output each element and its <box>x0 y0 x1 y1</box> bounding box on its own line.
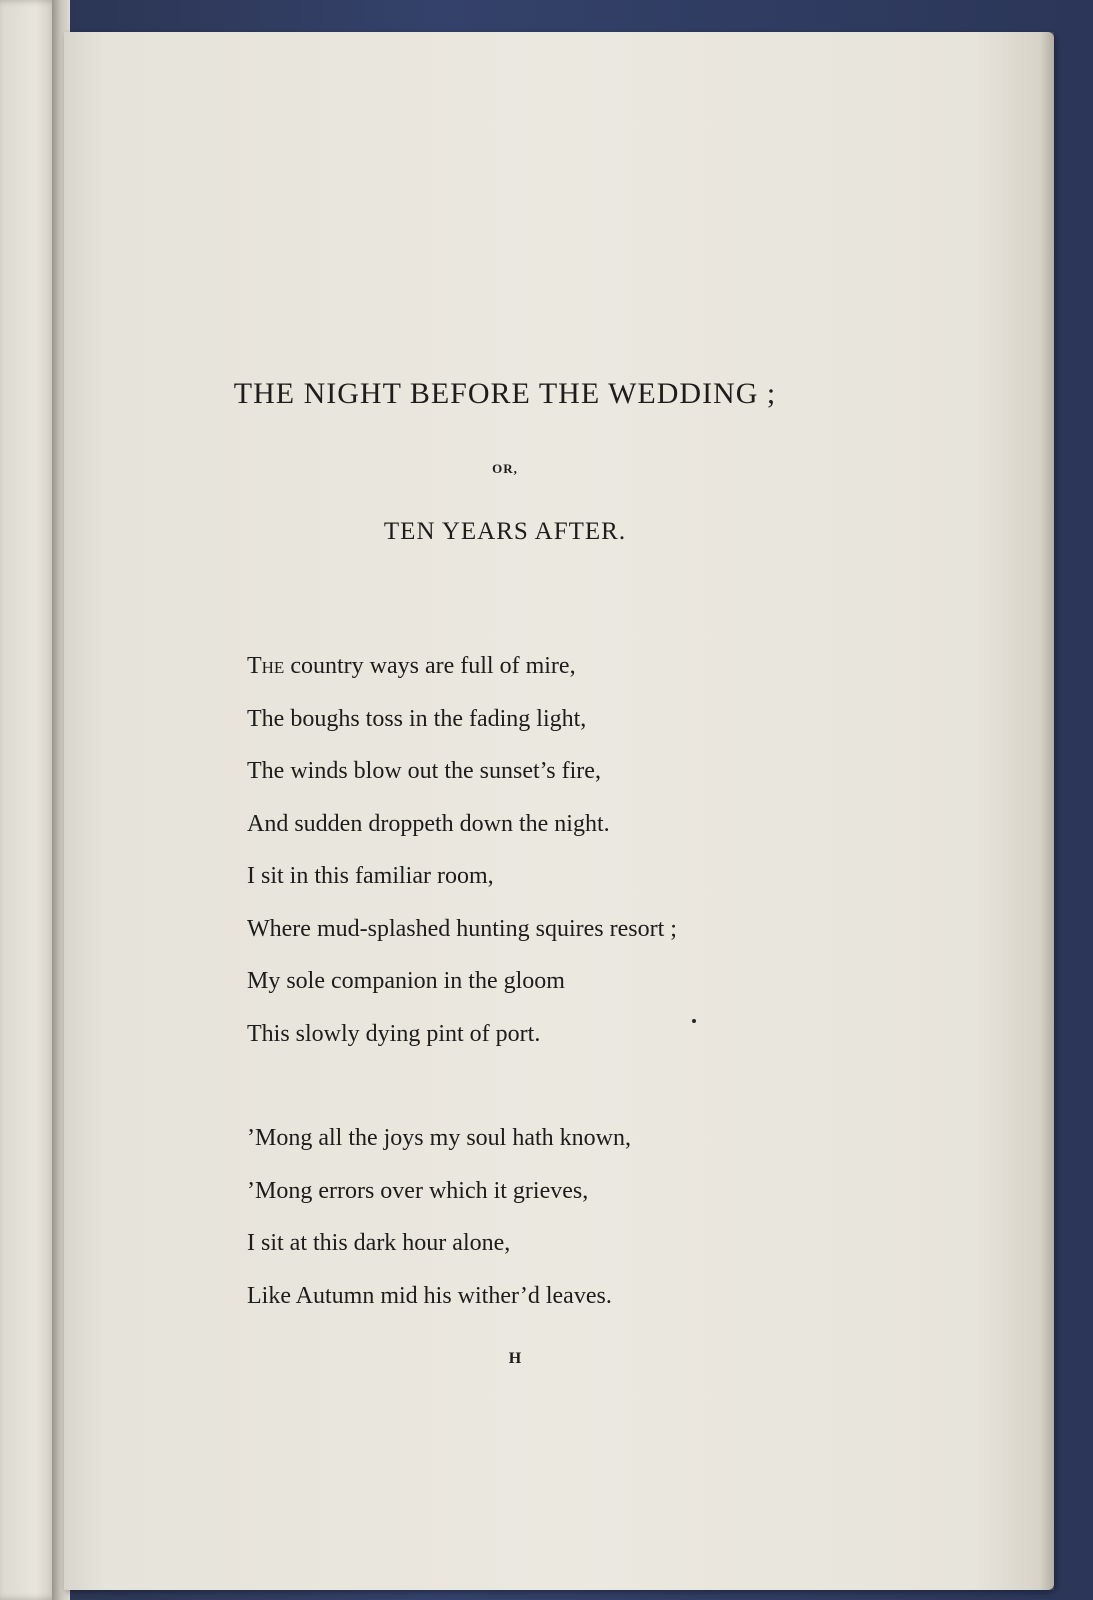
verse-line: ’Mong errors over which it grieves, <box>247 1177 589 1204</box>
stanza-2 <box>247 1123 631 1333</box>
verse-line: Like Autumn mid his wither’d leaves. <box>247 1282 612 1309</box>
verse-line <box>247 651 677 704</box>
verse-line: This slowly dying pint of port. <box>247 1020 541 1047</box>
poem-title: THE NIGHT BEFORE THE WEDDING ; <box>233 377 777 410</box>
verse-line: Where mud-splashed hunting squires resort ; <box>247 915 677 942</box>
drop-word: The <box>247 653 285 679</box>
verse-line: I sit in this familiar room, <box>247 863 494 889</box>
ink-speck <box>692 1019 696 1023</box>
verse-line: And sudden droppeth down the night. <box>247 810 610 837</box>
or-line: OR, <box>492 461 518 476</box>
verse-line: My sole companion in the gloom <box>247 968 565 994</box>
verse-line: The boughs toss in the fading light, <box>247 705 587 732</box>
verse-line: ’Mong all the joys my soul hath known, <box>247 1125 631 1151</box>
verse-text: country ways are full of mire, <box>284 653 576 679</box>
stanza-1 <box>247 651 677 1071</box>
poem-subtitle: TEN YEARS AFTER. <box>383 518 627 545</box>
page-edge-shadow <box>1040 32 1054 1590</box>
signature-mark: H <box>508 1350 522 1367</box>
verse-line: The winds blow out the sunset’s fire, <box>247 758 601 784</box>
verse-line: I sit at this dark hour alone, <box>247 1230 511 1256</box>
